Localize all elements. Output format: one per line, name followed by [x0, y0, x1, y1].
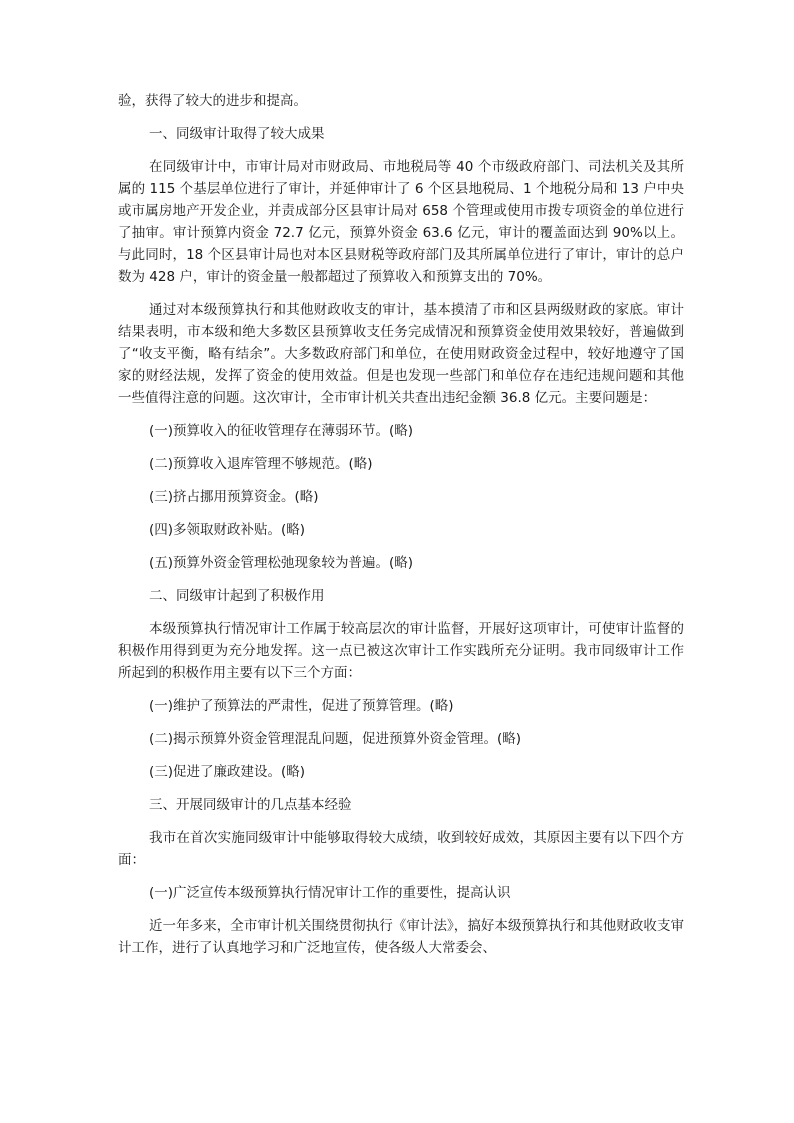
- section-heading-2: 二、同级审计起到了积极作用: [149, 588, 325, 604]
- list-item-role-3: (三)促进了廉政建设。(略): [149, 764, 306, 780]
- list-item-experience-1: (一)广泛宣传本级预算执行情况审计工作的重要性，提高认识: [149, 885, 511, 901]
- paragraph-positive-role: 本级预算执行情况审计工作属于较高层次的审计监督，开展好这项审计，可使审计监督的积极作用得到更为充分地发挥。这一点已被这次审计工作实践所充分证明。我市同级审计工作所起到的积极作用主要有以下三个方面：: [118, 621, 684, 681]
- list-item-role-2: (二)揭示预算外资金管理混乱问题，促进预算外资金管理。(略): [149, 731, 522, 747]
- paragraph-continuation: 验，获得了较大的进步和提高。: [118, 93, 307, 109]
- section-heading-1: 一、同级审计取得了较大成果: [149, 126, 325, 142]
- paragraph-publicity: 近一年多来，全市审计机关围绕贯彻执行《审计法》，搞好本级预算执行和其他财政收支审计工作，进行了认真地学习和广泛地宣传，使各级人大常委会、: [118, 918, 684, 956]
- list-item-role-1: (一)维护了预算法的严肃性，促进了预算管理。(略): [149, 698, 454, 714]
- document-page: [118, 90, 684, 959]
- list-item-problem-4: (四)多领取财政补贴。(略): [149, 522, 306, 538]
- paragraph-experience-intro: 我市在首次实施同级审计中能够取得较大成绩，收到较好成效，其原因主要有以下四个方面：: [118, 830, 684, 868]
- paragraph-audit-results: 通过对本级预算执行和其他财政收支的审计，基本摸清了市和区县两级财政的家底。审计结果表明，市本级和绝大多数区县预算收支任务完成情况和预算资金使用效果较好，普遍做到了“收支平衡，略有结余”。大多数政府部门和单位，在使用财政资金过程中，较好地遵守了国家的财经法规，发挥了资金的使用效益。但是也发现一些部门和单位存在违纪违规问题和其他一些值得注意的问题。这次审计，全市审计机关共查出违纪金额 36.8 亿元。主要问题是：: [118, 302, 684, 406]
- list-item-problem-5: (五)预算外资金管理松弛现象较为普遍。(略): [149, 555, 414, 571]
- list-item-problem-1: (一)预算收入的征收管理存在薄弱环节。(略): [149, 423, 414, 439]
- list-item-problem-3: (三)挤占挪用预算资金。(略): [149, 489, 319, 505]
- list-item-problem-2: (二)预算收入退库管理不够规范。(略): [149, 456, 373, 472]
- section-heading-3: 三、开展同级审计的几点基本经验: [149, 797, 352, 813]
- paragraph-audit-scope: 在同级审计中，市审计局对市财政局、市地税局等 40 个市级政府部门、司法机关及其所属的 115 个基层单位进行了审计，并延伸审计了 6 个区县地税局、1 个地税分局和 13 户中央或市属房地产开发企业，并责成部分区县审计局对 658 个管理或使用市拨专项资金的单位进行了抽审。审计预算内资金 72.7 亿元，预算外资金 63.6 亿元，审计的覆盖面达到 90%以上。与此同时，18 个区县审计局也对本区县财税等政府部门及其所属单位进行了审计，审计的总户数为 428 户，审计的资金量一般都超过了预算收入和预算支出的 70%。: [118, 159, 684, 285]
